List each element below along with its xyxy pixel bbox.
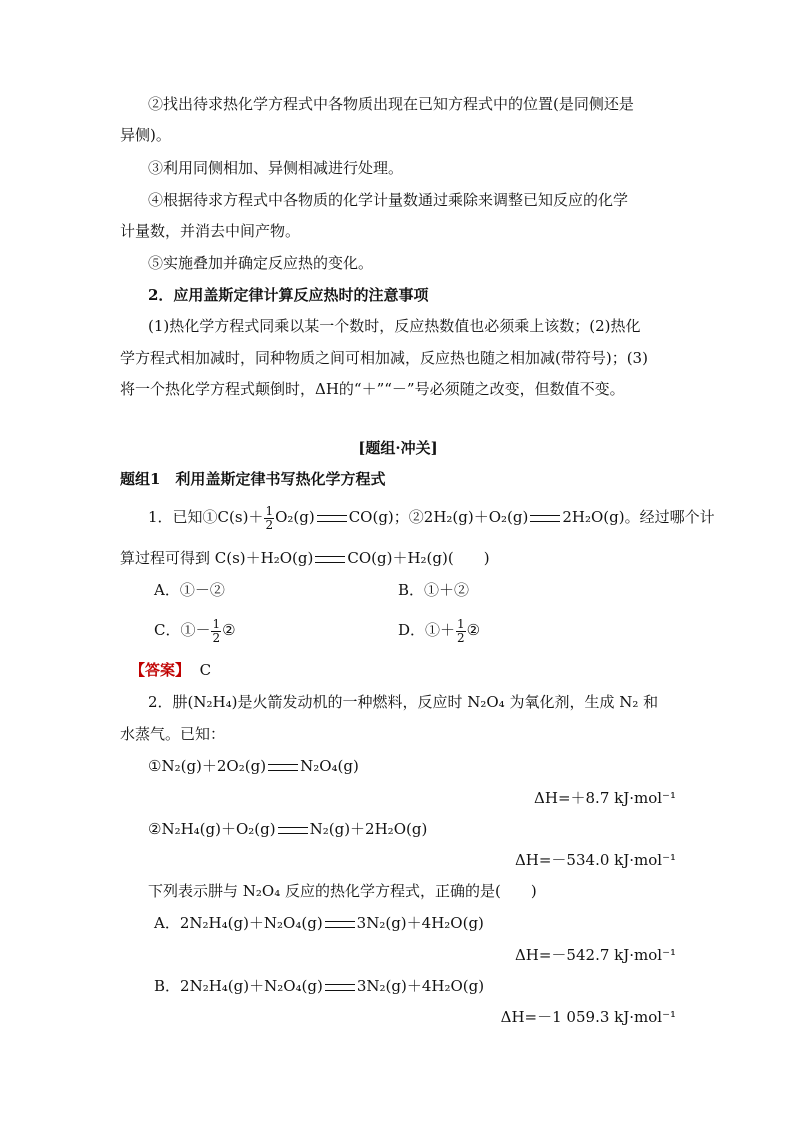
eq1-left: ①N₂(g)＋2O₂(g) [148,757,267,775]
fraction-numerator: 1 [457,616,465,631]
fraction-numerator: 1 [212,616,221,631]
fraction-denominator: 2 [457,630,465,645]
equals-sign-icon [530,515,560,522]
q2-option-b-left: B．2N₂H₄(g)＋N₂O₄(g) [154,977,323,995]
q2-line-2: 水蒸气。已知： [120,725,226,743]
section-2-para-line-2: 学方程式相加减时，同种物质之间可相加减，反应热也随之相加减(带符号)；(3) [120,349,648,367]
q1-line-2a: 算过程可得到 C(s)＋H₂O(g) [120,549,314,567]
q1-option-c-prefix: C．①－ [154,621,211,639]
fraction-denominator: 2 [265,517,274,532]
q1-part-2: CO(g)；②2H₂(g)＋O₂(g) [348,508,529,526]
q2-option-a-left: A．2N₂H₄(g)＋N₂O₄(g) [154,914,323,932]
q1-line-2b: CO(g)＋H₂(g)( ) [347,549,490,567]
q1-part-3: 2H₂O(g)。经过哪个计 [562,508,715,526]
q1-line-2 [120,548,490,568]
equals-sign-icon [317,515,347,522]
fraction-half [264,505,274,532]
q2-option-b-dh: ΔH=－1 059.3 kJ·mol⁻¹ [500,1008,676,1026]
q1-part-1: O₂(g) [275,508,315,526]
equals-sign-icon [325,921,355,928]
answer-tag: 【答案】 [130,661,191,679]
q1-lead: 1．已知①C(s)＋ [148,508,264,526]
section-2-para-line-3: 将一个热化学方程式颠倒时，ΔH的“＋”“－”号必须随之改变，但数值不变。 [120,380,625,398]
q1-line-1 [148,502,715,532]
step-3: ③利用同侧相加、异侧相减进行处理。 [148,159,404,177]
equals-sign-icon [268,764,298,771]
equals-sign-icon [325,984,355,991]
fraction-half [456,618,466,645]
q1-option-b: B．①＋② [398,581,470,599]
q1-option-a: A．①－② [154,581,225,599]
q2-equation-2 [148,819,427,839]
q2-option-a-right: 3N₂(g)＋4H₂O(g) [356,914,484,932]
eq1-right: N₂O₄(g) [300,757,359,775]
q2-option-a [154,913,484,933]
q2-option-b-right: 3N₂(g)＋4H₂O(g) [356,977,485,995]
eq2-right: N₂(g)＋2H₂O(g) [309,820,428,838]
fraction-half [211,618,221,645]
q2-line-1: 2．肼(N₂H₄)是火箭发动机的一种燃料，反应时 N₂O₄ 为氧化剂，生成 N₂ 和 [148,693,659,711]
q1-option-c-suffix: ② [222,621,236,639]
q2-option-a-dh: ΔH=－542.7 kJ·mol⁻¹ [514,946,676,964]
q1-option-c [154,615,236,645]
q2-eq2-dh: ΔH=－534.0 kJ·mol⁻¹ [514,851,676,869]
q1-option-d-prefix: D．①＋ [398,621,456,639]
q2-option-b [154,976,484,996]
group-header: [题组·冲关] [358,439,438,457]
section-2-para-line-1: (1)热化学方程式同乘以某一个数时，反应热数值也必须乘上该数；(2)热化 [148,317,641,335]
step-5: ⑤实施叠加并确定反应热的变化。 [148,254,374,272]
q1-answer [130,660,211,680]
q1-option-d [398,615,480,645]
q2-eq1-dh: ΔH=＋8.7 kJ·mol⁻¹ [534,789,676,807]
q1-option-d-suffix: ② [466,621,481,639]
step-2-line-1: ②找出待求热化学方程式中各物质出现在已知方程式中的位置(是同侧还是 [148,95,634,113]
equals-sign-icon [278,827,308,834]
section-2-title: 2．应用盖斯定律计算反应热时的注意事项 [148,286,429,304]
equals-sign-icon [315,556,345,563]
step-2-line-2: 异侧)。 [120,126,171,144]
fraction-numerator: 1 [265,503,274,518]
step-4-line-2: 计量数，并消去中间产物。 [120,222,301,240]
answer-value: C [199,661,212,679]
q2-stem: 下列表示肼与 N₂O₄ 反应的热化学方程式，正确的是( ) [148,882,537,900]
group-title: 题组1 利用盖斯定律书写热化学方程式 [120,470,386,488]
step-4-line-1: ④根据待求方程式中各物质的化学计量数通过乘除来调整已知反应的化学 [148,191,629,209]
q2-equation-1 [148,756,359,776]
eq2-left: ②N₂H₄(g)＋O₂(g) [148,820,276,838]
fraction-denominator: 2 [212,630,221,645]
